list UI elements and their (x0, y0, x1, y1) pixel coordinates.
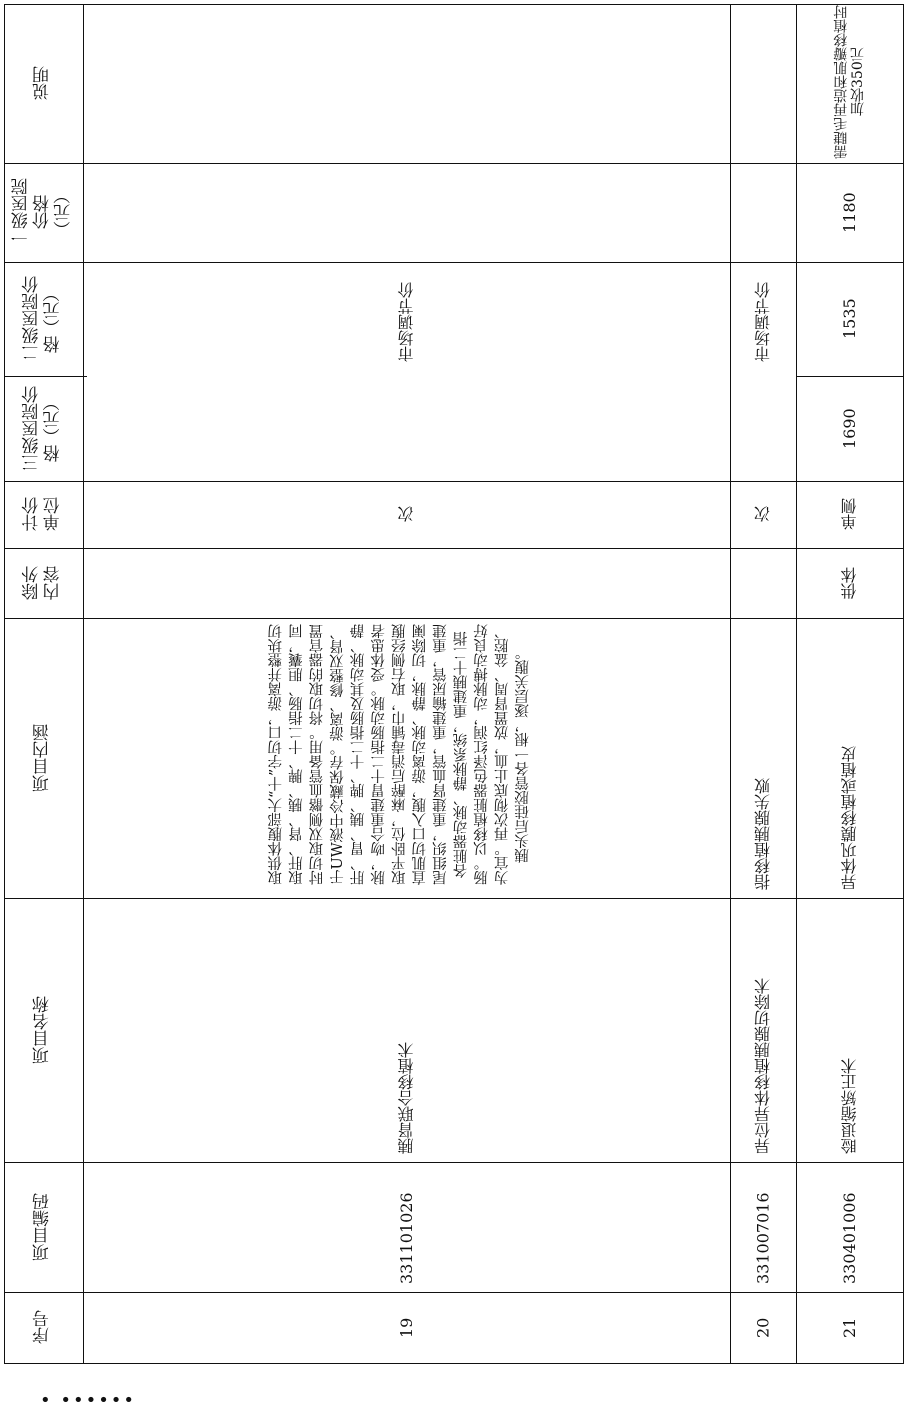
row21-content: 异体巩膜移植或植皮 (840, 746, 859, 890)
row21-excluded: 供体 (840, 567, 859, 599)
header-name: 项目名称 (32, 996, 53, 1064)
table-border-top (4, 4, 904, 5)
header-seq: 序号 (32, 1310, 53, 1345)
header-code: 项目编码 (32, 1193, 53, 1261)
header-excluded: 除外 内容 (22, 566, 64, 600)
row21-note: 需睫毛再造和肌瓣移植时加收350元 (833, 5, 866, 159)
row20-market-price: 市场调节价 (753, 282, 773, 362)
row20-seq: 20 (753, 1317, 773, 1339)
header-content: 项目内涵 (32, 724, 53, 792)
row21-price3: 1690 (840, 408, 859, 449)
header-price2: 二级医院价 格（元） (22, 276, 64, 362)
row19-content: 取供体腹部大“十”字切口，游离并整块切取肝、肾、胰、脾、十二指肠、胆囊，同时切取双侧髂血管备用。将切取的器官置于UW液中冷藏保存。游离、修整双肾、肝、胃、胰、脾、十二指肠及其动脉、静脉，吻合重建胃十二指肠动脉。受体患者取平卧位，麻醉后消毒铺巾，取右侧经腹直肌切口入腹，游离动脉、静脉，切除阑尾组织，重建肾血管，重建输尿管，重建各脏器动脉、静脉系统，重建胰十二指肠。以移植脏器色泽红润，动脉搏动良好为宜。再次彻底止血，放置肾周、盆腔、胰头后硅胶管各一根，逐层关腹。 (268, 623, 532, 886)
row21-price2: 1535 (840, 298, 859, 340)
row19-name: 胰肾联合移植术 (397, 1042, 416, 1154)
row20-content: 指移植胰腺失败 (753, 778, 773, 890)
table-border-bottom (4, 1363, 904, 1364)
row21-seq: 21 (840, 1317, 859, 1339)
row19-unit: 次 (397, 506, 416, 523)
row20-code: 331007016 (753, 1192, 773, 1284)
footer-dots: • •••••• (40, 1390, 137, 1411)
row19-code: 331101026 (397, 1192, 416, 1284)
row21-price1: 1180 (840, 192, 859, 233)
row19-market-price: 市场调节价 (397, 282, 416, 362)
header-price3: 三级医院价 格（元） (22, 386, 64, 471)
row20-name: 异位异体移植胰腺切除术 (753, 978, 773, 1154)
row21-name: 睑退缩矫正术 (840, 1058, 859, 1154)
divider-unit-excluded (4, 548, 904, 549)
table-border-right (903, 4, 904, 1364)
header-unit: 计价 单位 (22, 497, 64, 532)
row21-unit: 单侧 (840, 498, 859, 531)
row20-unit: 次 (753, 506, 773, 523)
header-note: 说明 (32, 66, 53, 101)
row19-seq: 19 (397, 1317, 416, 1339)
header-price1: 一级医院 价格 （元） (11, 178, 75, 247)
row21-code: 330401006 (840, 1192, 859, 1284)
